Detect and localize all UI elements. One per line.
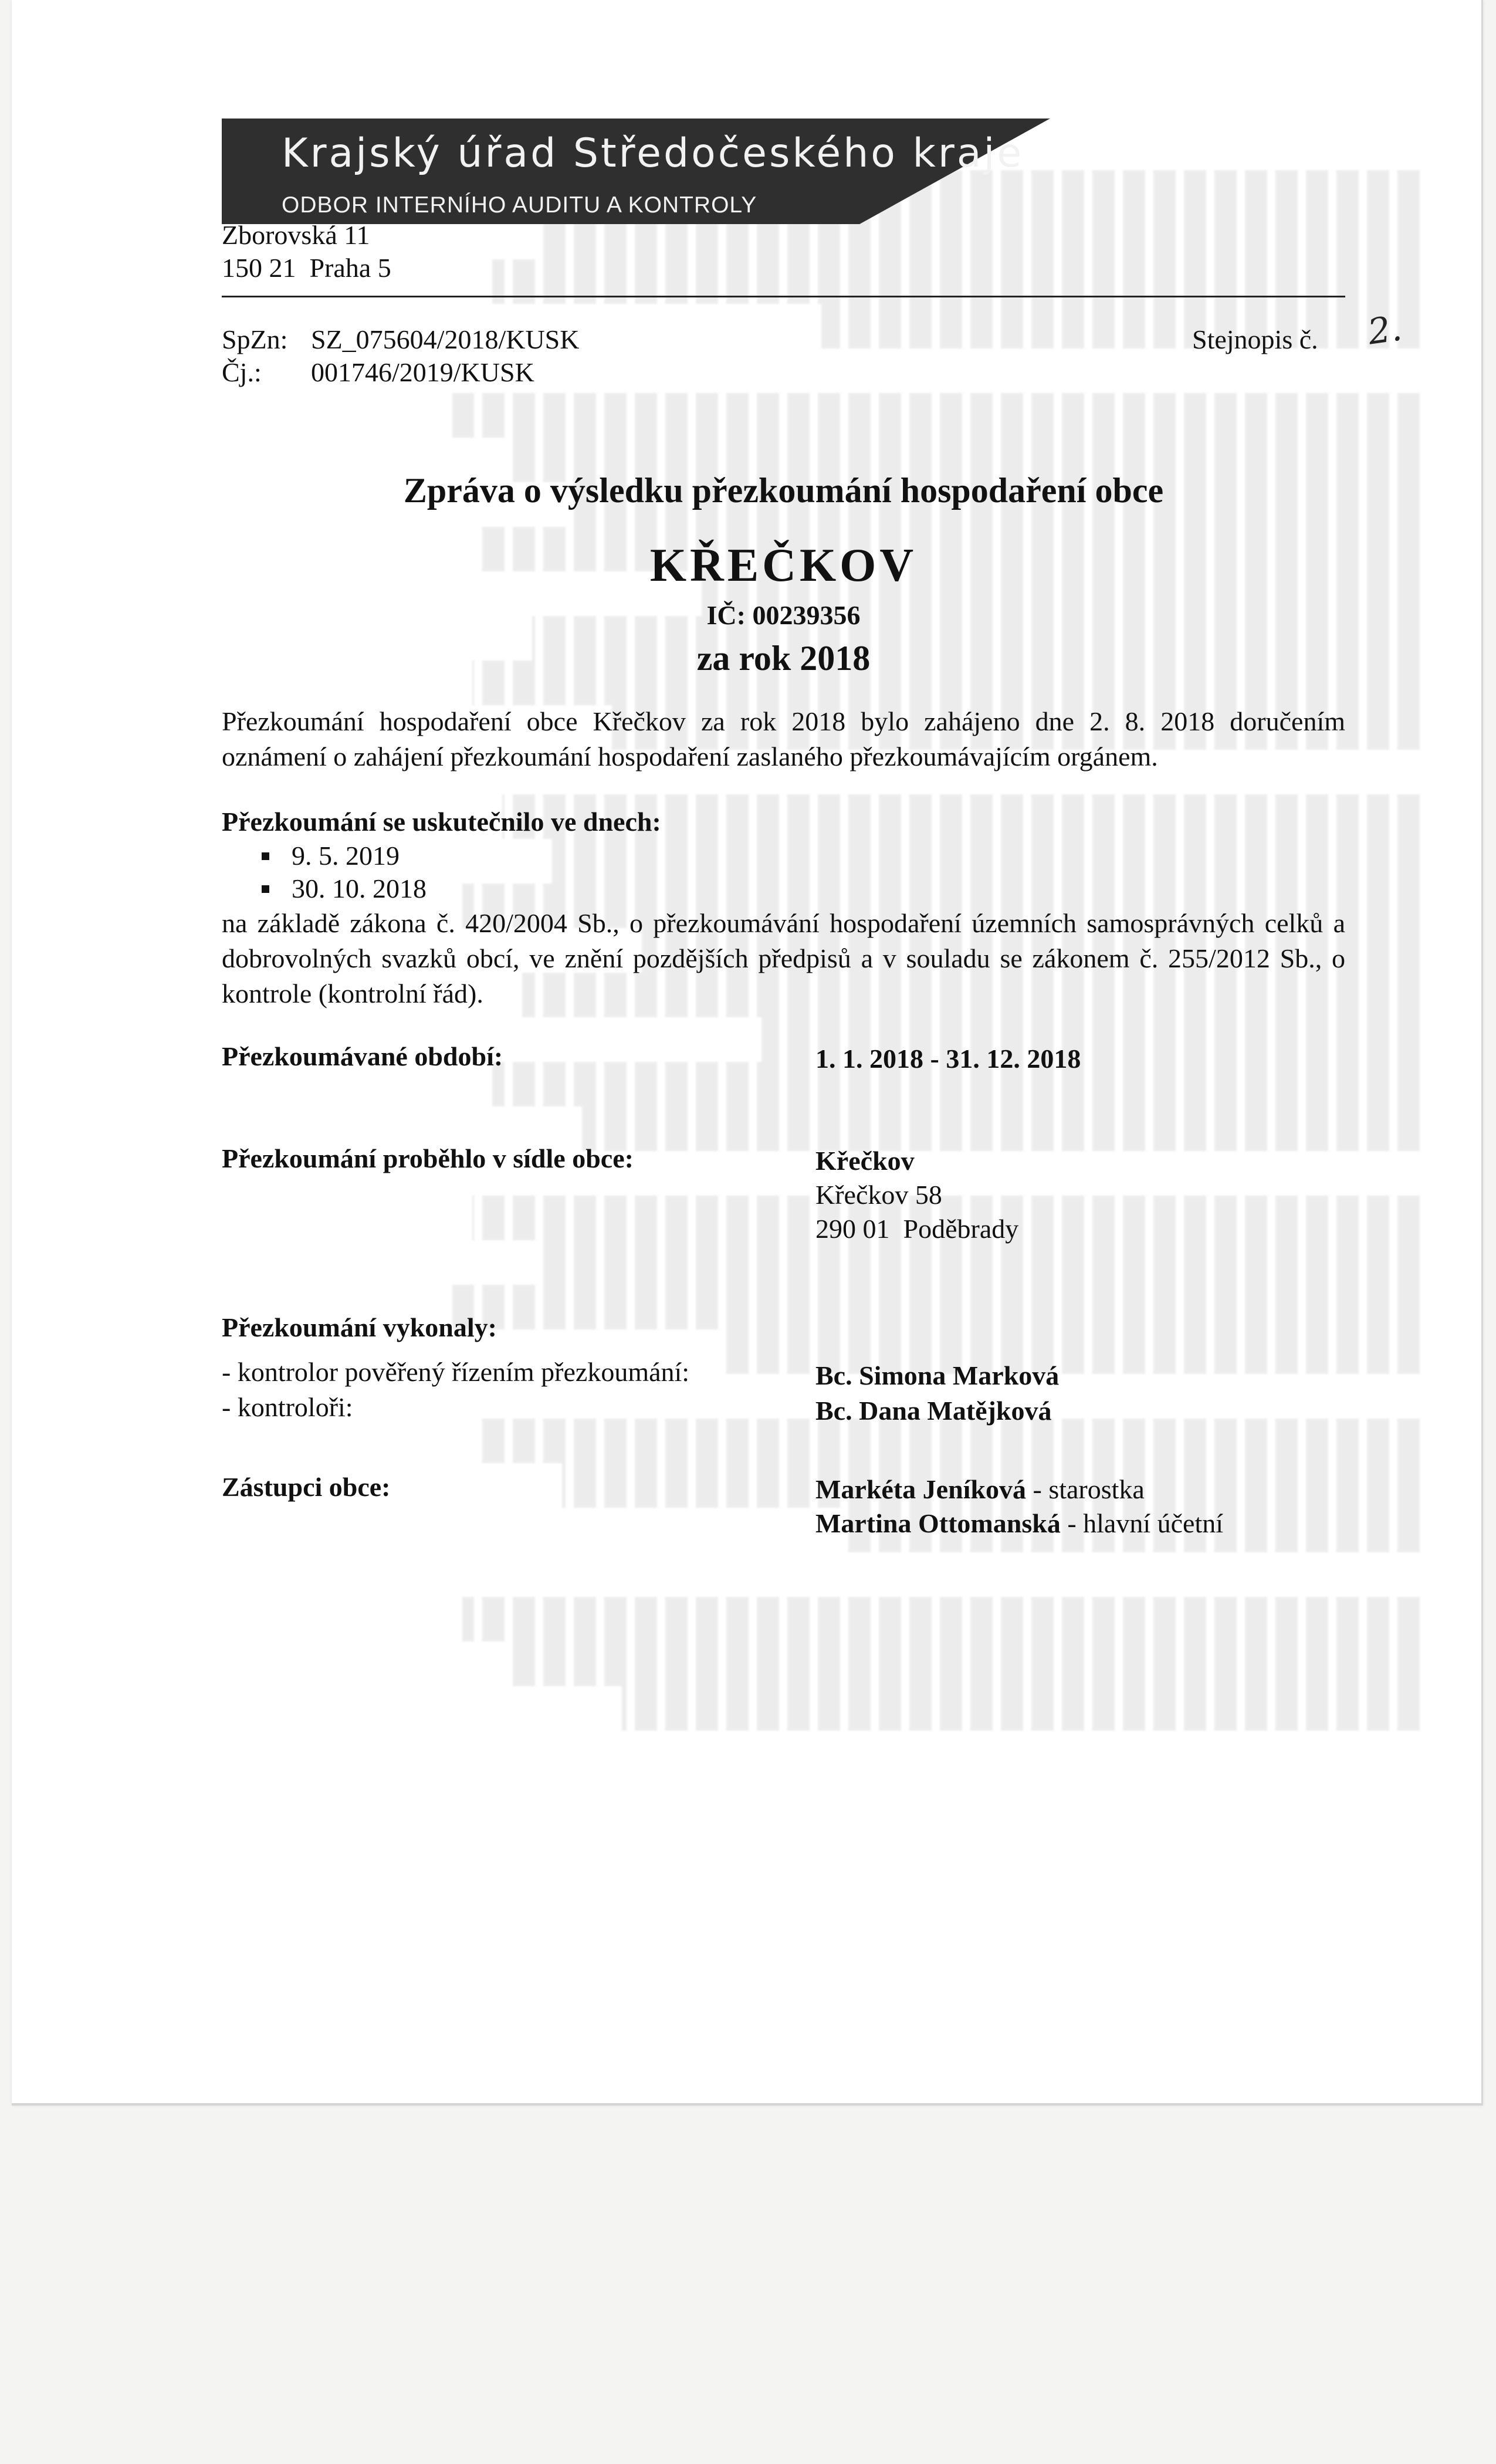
representative-role: - starostka: [1026, 1474, 1145, 1504]
auditors-heading: Přezkoumání vykonaly:: [222, 1312, 497, 1342]
department-name: ODBOR INTERNÍHO AUDITU A KONTROLY: [282, 192, 757, 218]
auditors-label: - kontroloři:: [222, 1392, 353, 1422]
period-label: Přezkoumávané období:: [222, 1041, 503, 1071]
copy-number-label: Stejnopis č.: [1192, 324, 1318, 354]
address-city: 150 21 Praha 5: [222, 253, 391, 283]
audit-date: 9. 5. 2019: [292, 841, 400, 871]
representative-role: - hlavní účetní: [1060, 1508, 1224, 1538]
list-item: [262, 872, 427, 906]
representative-row: [815, 1473, 1145, 1507]
legal-basis-paragraph: na základě zákona č. 420/2004 Sb., o přezkoumávání hospodaření územních samosprávných celků a dobrovolných svazků obcí, ve znění pozdějších předpisů a v souladu se zákonem č. 255/2012 Sb., o kontrole (kontrolní řád).: [222, 908, 1345, 1008]
location-postcode: 290 01 Poděbrady: [815, 1214, 1019, 1244]
list-item: [262, 839, 400, 873]
cj-value: 001746/2019/KUSK: [311, 357, 534, 387]
company-id: IČ: 00239356: [706, 600, 861, 630]
lead-auditor-label: - kontrolor pověřený řízením přezkoumání:: [222, 1357, 690, 1387]
representatives-label: Zástupci obce:: [222, 1472, 391, 1502]
representative-name: Markéta Jeníková: [815, 1474, 1027, 1504]
report-heading: Zpráva o výsledku přezkoumání hospodaření obce: [403, 471, 1164, 510]
representative-row: [815, 1507, 1223, 1541]
cj-label: Čj.:: [222, 357, 262, 387]
spzn-label: SpZn:: [222, 324, 288, 354]
audit-date: 30. 10. 2018: [292, 874, 427, 903]
header-divider: [222, 296, 1345, 297]
location-name: Křečkov: [815, 1146, 915, 1176]
office-name: Krajský úřad Středočeského kraje: [282, 130, 1024, 177]
lead-auditor-name: Bc. Simona Marková: [815, 1360, 1060, 1390]
copy-number-handwritten: 2.: [1365, 307, 1404, 353]
bullet-square: [262, 885, 269, 893]
location-label: Přezkoumání proběhlo v sídle obce:: [222, 1143, 634, 1173]
dates-heading: Přezkoumání se uskutečnilo ve dnech:: [222, 807, 661, 837]
intro-paragraph: Přezkoumání hospodaření obce Křečkov za rok 2018 bylo zahájeno dne 2. 8. 2018 doručením oznámení o zahájení přezkoumání hospodaření zaslaného přezkoumávajícím orgánem.: [222, 706, 1345, 771]
spzn-value: SZ_075604/2018/KUSK: [311, 324, 580, 354]
location-address: Křečkov 58: [815, 1180, 942, 1210]
report-year: za rok 2018: [696, 639, 871, 678]
auditor-name: Bc. Dana Matějková: [815, 1396, 1052, 1426]
municipality-name: KŘEČKOV: [649, 540, 918, 591]
period-value: 1. 1. 2018 - 31. 12. 2018: [815, 1044, 1081, 1074]
bullet-square: [262, 852, 269, 860]
address-street: Zborovská 11: [222, 220, 370, 250]
representative-name: Martina Ottomanská: [815, 1508, 1061, 1538]
